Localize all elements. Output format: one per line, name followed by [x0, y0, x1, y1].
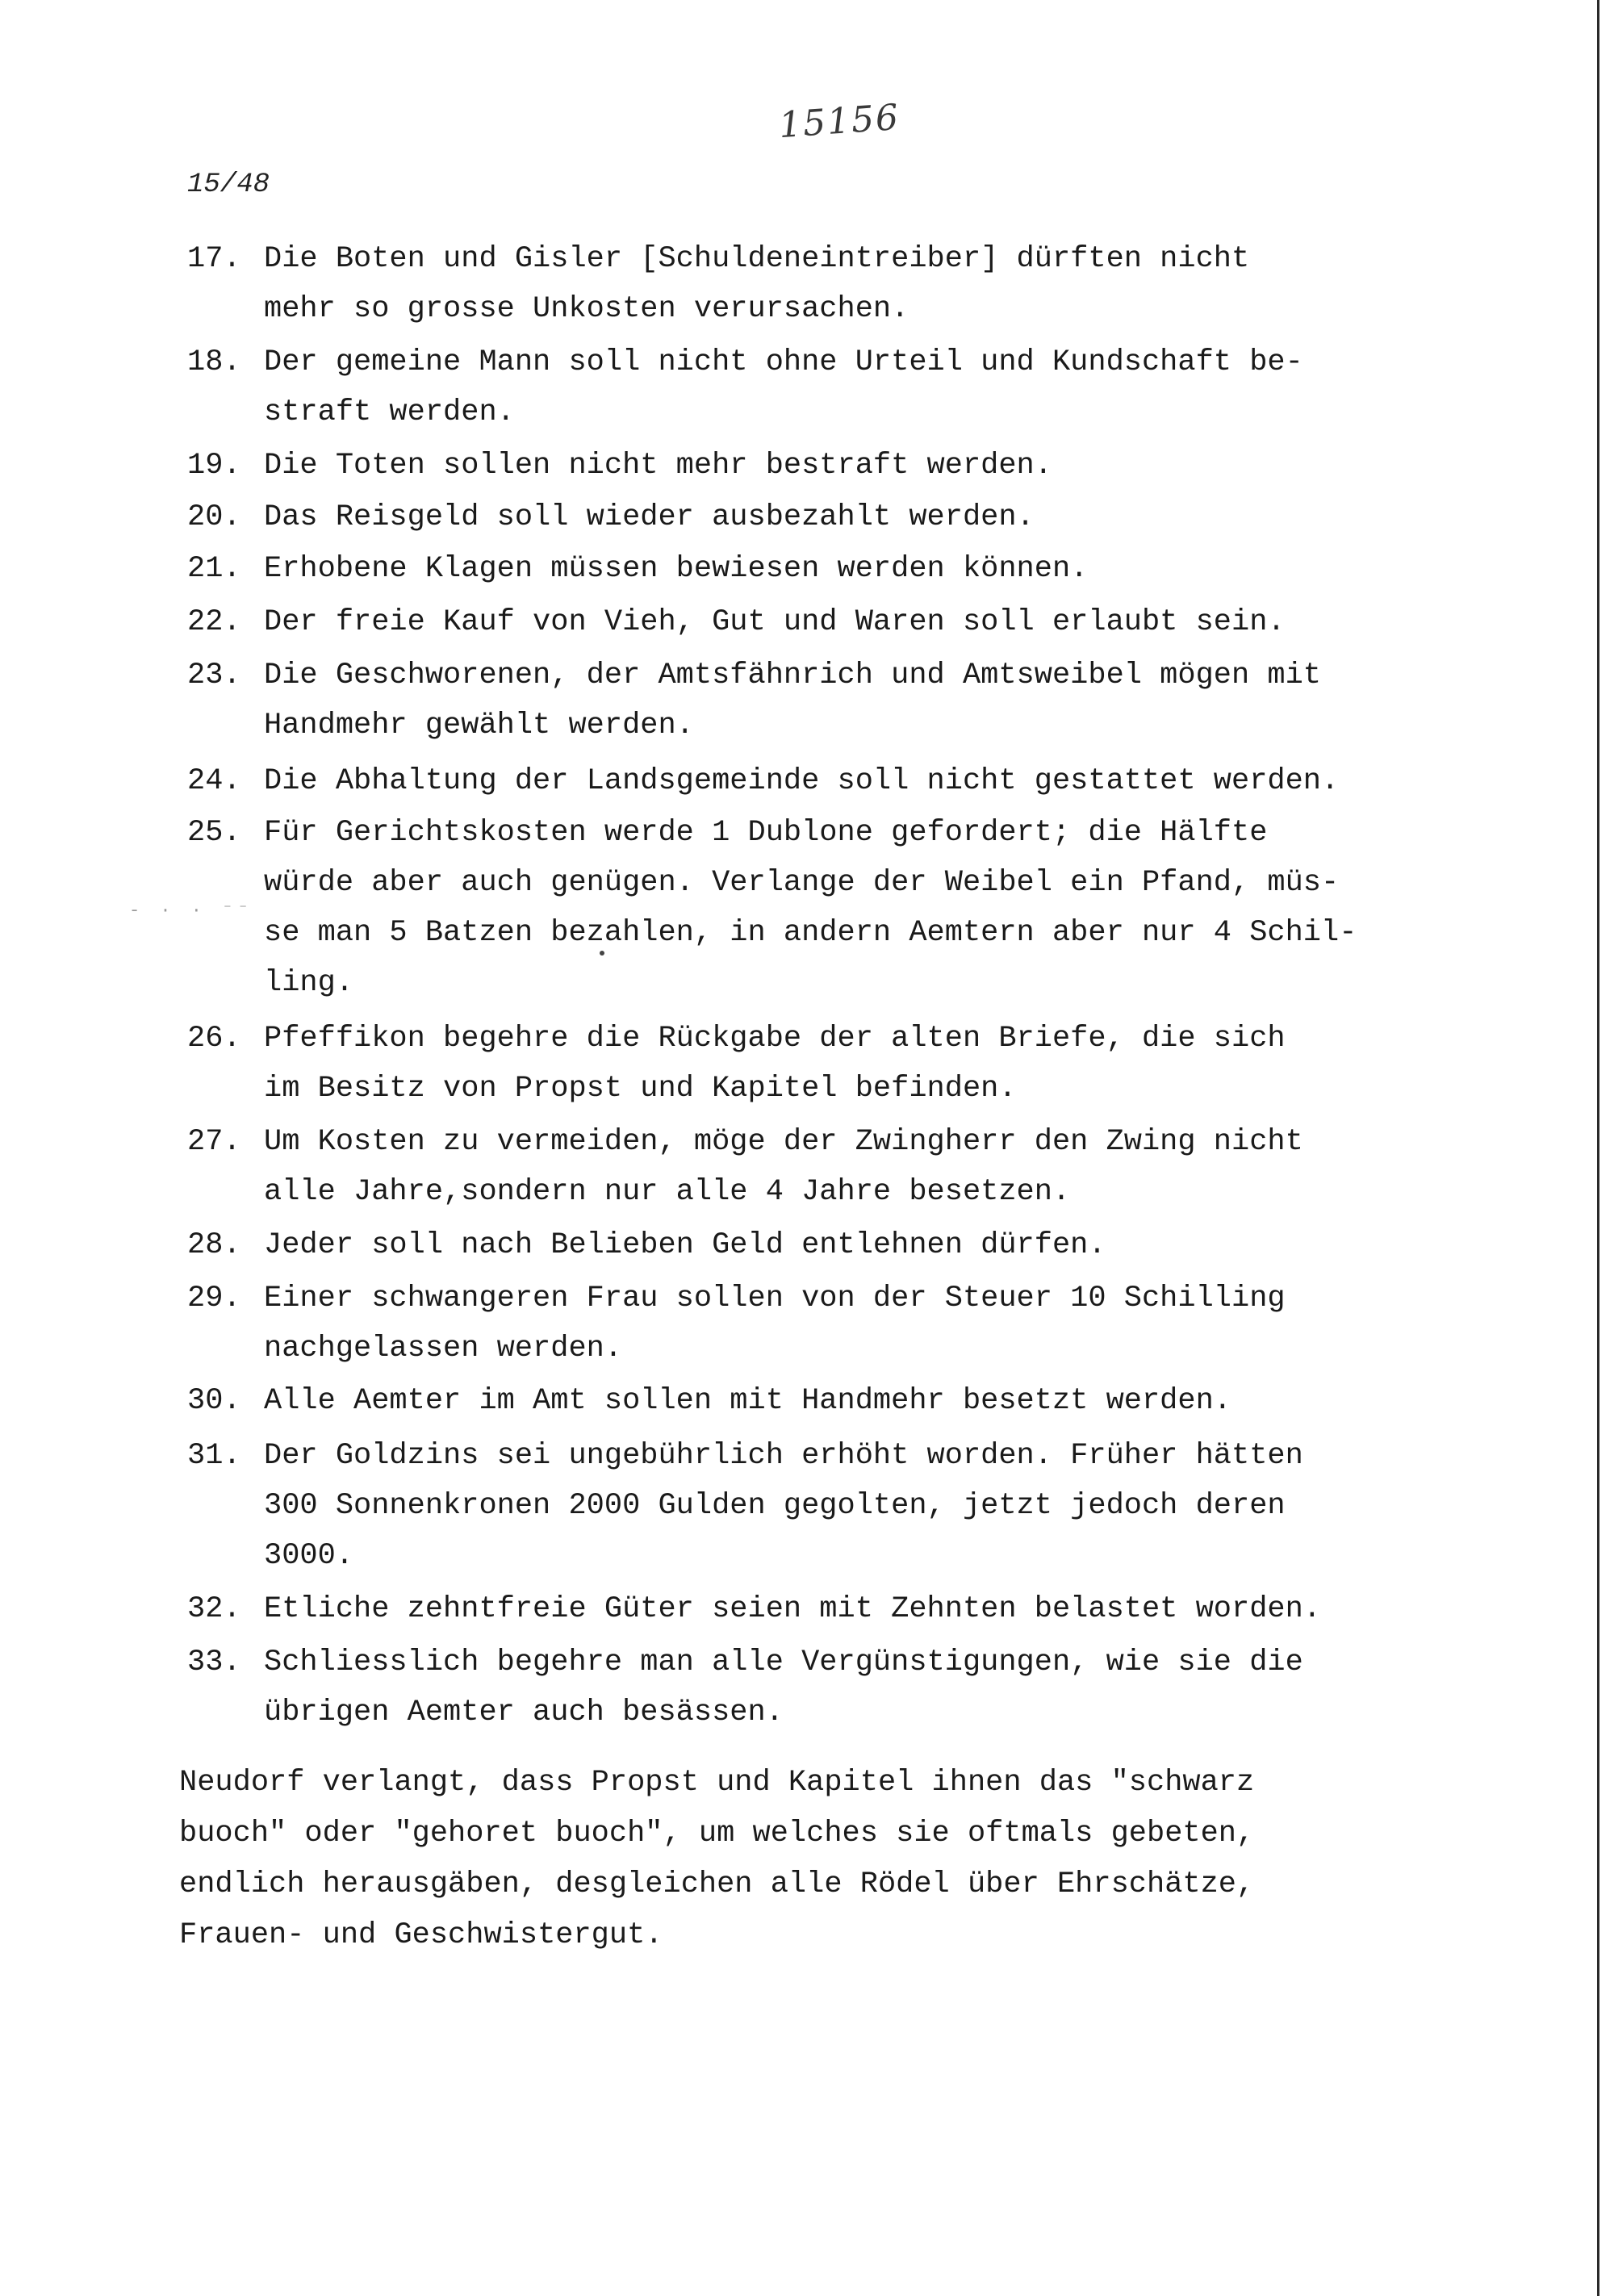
item-number: 33. — [187, 1646, 241, 1679]
handwritten-page-number: 15156 — [777, 96, 901, 147]
item-text: Für Gerichtskosten werde 1 Dublone gefordert; die Hälfte würde aber auch genügen. Verlange der Weibel ein Pfand, müs- se man 5 Batzen bezahlen, in andern Aemtern aber nur 4 Schil- ling. — [264, 816, 1357, 1000]
item-number: 31. — [187, 1439, 241, 1473]
item-text: Pfeffikon begehre die Rückgabe der alten Briefe, die sich im Besitz von Propst und Kapitel befinden. — [264, 1022, 1286, 1106]
item-text: Erhobene Klagen müssen bewiesen werden können. — [264, 552, 1089, 586]
item-number: 24. — [187, 764, 241, 798]
item-text: Das Reisgeld soll wieder ausbezahlt werden. — [264, 500, 1035, 534]
item-number: 28. — [187, 1228, 241, 1262]
closing-paragraph: Neudorf verlangt, dass Propst und Kapitel ihnen das "schwarz buoch" oder "gehoret buoch", um welches sie oftmals gebeten, endlich herausgäben, desgleichen alle Rödel über Ehrschätze, Frauen- und Geschwistergut. — [179, 1766, 1255, 1952]
item-number: 20. — [187, 500, 241, 534]
item-text: Schliesslich begehre man alle Vergünstigungen, wie sie die übrigen Aemter auch besässen. — [264, 1646, 1303, 1729]
item-text: Die Toten sollen nicht mehr bestraft werden. — [264, 449, 1052, 483]
item-number: 17. — [187, 242, 241, 276]
item-number: 25. — [187, 816, 241, 850]
item-text: Die Geschworenen, der Amtsfähnrich und Amtsweibel mögen mit Handmehr gewählt werden. — [264, 659, 1322, 742]
item-text: Der freie Kauf von Vieh, Gut und Waren soll erlaubt sein. — [264, 605, 1286, 639]
item-text: Um Kosten zu vermeiden, möge der Zwingherr den Zwing nicht alle Jahre,sondern nur alle 4 Jahre besetzen. — [264, 1125, 1303, 1209]
item-number: 19. — [187, 449, 241, 483]
item-number: 26. — [187, 1022, 241, 1056]
item-text: Jeder soll nach Belieben Geld entlehnen dürfen. — [264, 1228, 1106, 1262]
item-number: 18. — [187, 345, 241, 379]
item-text: Der gemeine Mann soll nicht ohne Urteil und Kundschaft be- straft werden. — [264, 345, 1303, 429]
item-text: Der Goldzins sei ungebührlich erhöht worden. Früher hätten 300 Sonnenkronen 2000 Gulden gegolten, jetzt jedoch deren 3000. — [264, 1439, 1303, 1573]
item-number: 30. — [187, 1384, 241, 1418]
item-number: 21. — [187, 552, 241, 586]
item-text: Die Abhaltung der Landsgemeinde soll nicht gestattet werden. — [264, 764, 1340, 798]
scan-edge-line — [1597, 0, 1599, 2296]
item-number: 22. — [187, 605, 241, 639]
page-reference: 15/48 — [187, 169, 270, 200]
item-number: 29. — [187, 1282, 241, 1315]
item-text: Etliche zehntfreie Güter seien mit Zehnten belastet worden. — [264, 1592, 1322, 1626]
item-text: Die Boten und Gisler [Schuldeneintreiber] dürften nicht mehr so grosse Unkosten verursachen. — [264, 242, 1250, 326]
item-text: Alle Aemter im Amt sollen mit Handmehr besetzt werden. — [264, 1384, 1231, 1418]
item-number: 23. — [187, 659, 241, 692]
margin-mark: - · · ⁻⁻ — [129, 901, 253, 921]
item-number: 27. — [187, 1125, 241, 1159]
item-text: Einer schwangeren Frau sollen von der Steuer 10 Schilling nachgelassen werden. — [264, 1282, 1286, 1365]
item-number: 32. — [187, 1592, 241, 1626]
